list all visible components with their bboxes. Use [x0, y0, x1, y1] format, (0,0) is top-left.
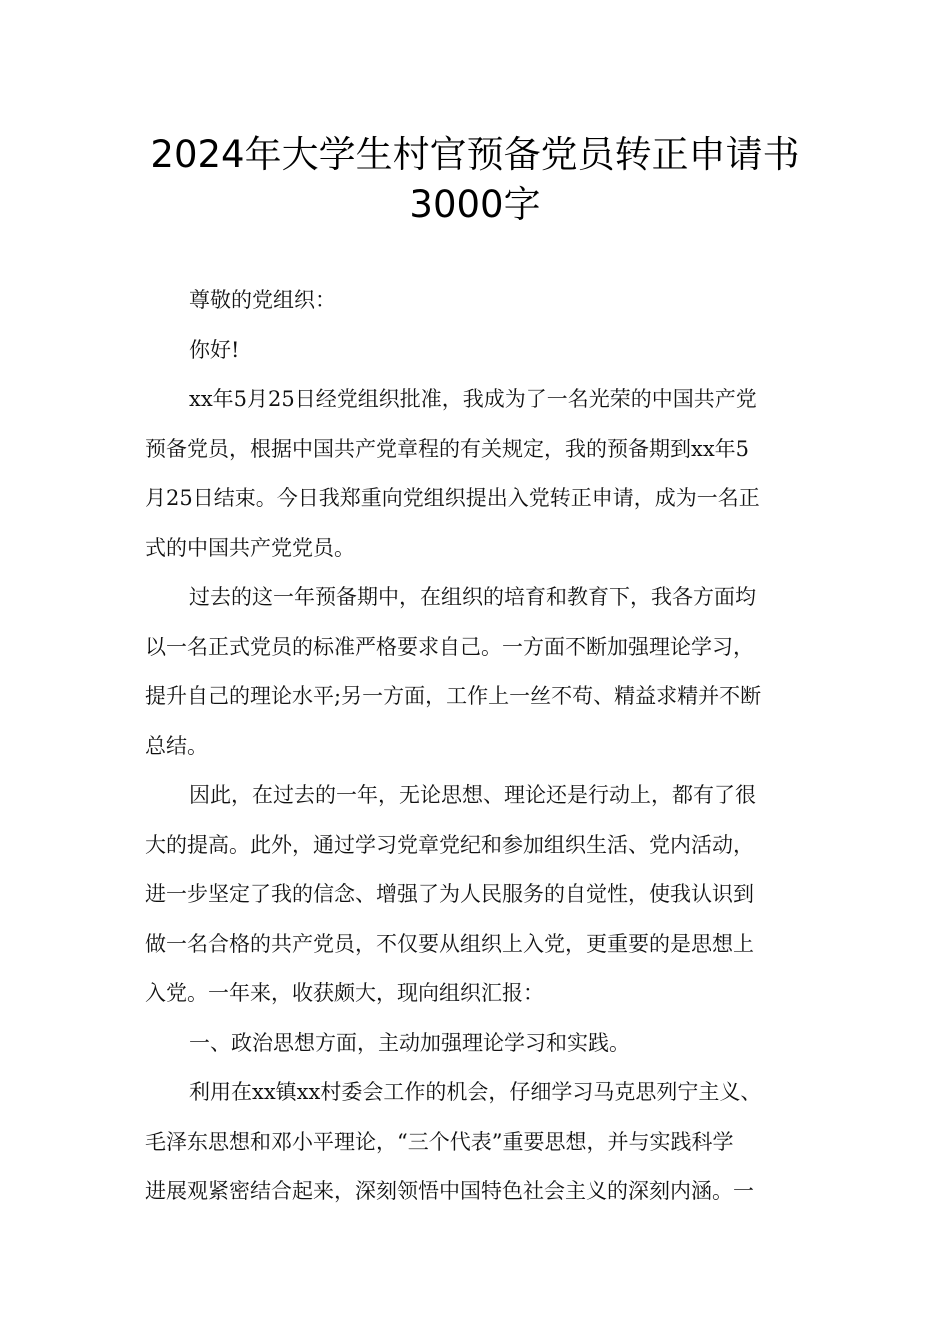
- text-line: 月25日结束。今日我郑重向党组织提出入党转正申请，成为一名正: [145, 486, 760, 510]
- text-line: 因此，在过去的一年，无论思想、理论还是行动上，都有了很: [189, 783, 756, 807]
- greeting: 你好!: [189, 337, 240, 362]
- text-line: 毛泽东思想和邓小平理论，“三个代表”重要思想，并与实践科学: [145, 1129, 734, 1154]
- text-line: 以一名正式党员的标准严格要求自己。一方面不断加强理论学习，: [145, 634, 754, 659]
- document-title-continuation: 3000字: [409, 183, 541, 226]
- text-line: 进一步坚定了我的信念、增强了为人民服务的自觉性，使我认识到: [145, 882, 754, 906]
- text-line: 大的提高。此外，通过学习党章党纪和参加组织生活、党内活动，: [145, 832, 754, 857]
- text-line: 入党。一年来，收获颇大，现向组织汇报：: [145, 981, 544, 1005]
- text-line: 预备党员，根据中国共产党章程的有关规定，我的预备期到xx年5: [145, 436, 750, 461]
- document-title: 2024年大学生村官预备党员转正申请书: [150, 133, 800, 176]
- text-line: 总结。: [145, 733, 208, 758]
- text-line: 过去的这一年预备期中，在组织的培育和教育下，我各方面均: [189, 585, 756, 609]
- text-line: 做一名合格的共产党员，不仅要从组织上入党，更重要的是思想上: [145, 931, 754, 956]
- document-body: [145, 282, 825, 1223]
- text-line: 式的中国共产党党员。: [145, 535, 355, 560]
- text-line: 提升自己的理论水平;另一方面，工作上一丝不苟、精益求精并不断: [145, 684, 762, 708]
- section-heading: 一、政治思想方面，主动加强理论学习和实践。: [189, 1030, 630, 1055]
- salutation: 尊敬的党组织：: [189, 288, 336, 312]
- text-line: 利用在xx镇xx村委会工作的机会，仔细学习马克思列宁主义、: [189, 1080, 762, 1104]
- text-line: xx年5月25日经党组织批准，我成为了一名光荣的中国共产党: [189, 387, 757, 411]
- text-line: 进展观紧密结合起来，深刻领悟中国特色社会主义的深刻内涵。一: [145, 1179, 754, 1203]
